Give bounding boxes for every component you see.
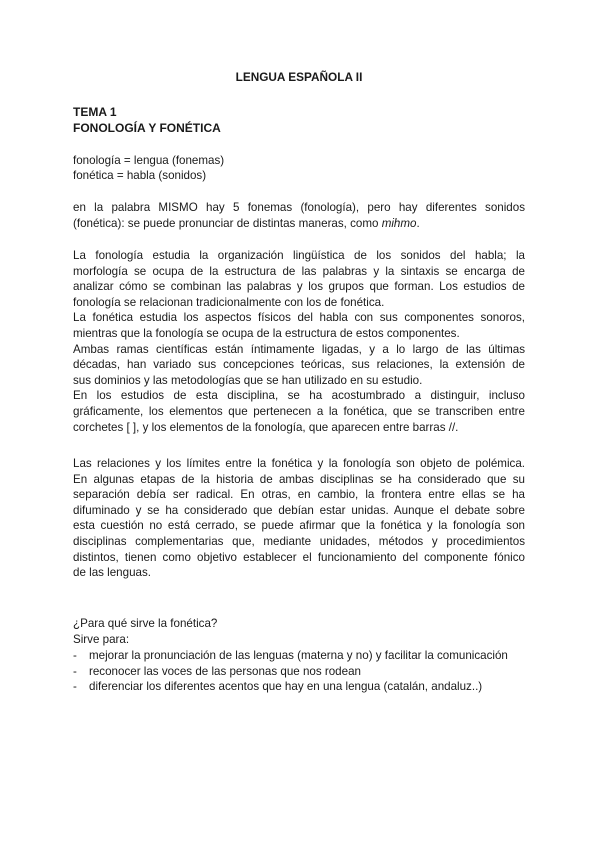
document-title: LENGUA ESPAÑOLA II [235,70,363,84]
intro-line: en la palabra MISMO hay 5 fonemas (fonología), pero hay diferentes sonidos [73,201,525,214]
example-word: mihmo [381,216,417,230]
paragraph-line: En algunas etapas de la historia de ambas disciplinas se ha considerado que su [73,472,525,486]
uses-list [73,648,525,695]
paragraph-line: morfología se ocupa de la estructura de las palabras y la sintaxis se encarga de [73,264,525,278]
paragraph-line: esta cuestión no está cerrado, se puede afirmar que la fonética y la fonología son [73,519,525,533]
question-line: ¿Para qué sirve la fonética? [73,617,218,630]
paragraph-line: La fonología estudia la organización lingüística de los sonidos del habla; la [73,249,525,262]
paragraph-line: mientras que la fonología se ocupa de la estructura de estos componentes. [73,326,460,340]
tema-title: FONOLOGÍA Y FONÉTICA [73,121,221,135]
paragraph-line: En los estudios de esta disciplina, se ha acostumbrado a distinguir, incluso [73,389,525,403]
paragraph-line: analizar cómo se combinan las palabras y los grupos que forman. Los estudios de [73,280,525,294]
paragraph-line: La fonética estudia los aspectos físicos del habla con sus componentes sonoros, [73,311,525,325]
paragraph-line: fonología se relacionan tradicionalmente con los de fonética. [73,295,385,309]
paragraph-line: de las lenguas. [73,566,151,580]
definition-fonetica: fonética = habla (sonidos) [73,169,207,182]
paragraph-fonologia [73,248,525,435]
bullet-dash: - [73,649,77,662]
intro-line: (fonética): se puede pronunciar de distintas maneras, como mihmo. [73,216,420,230]
paragraph-line: separación debía ser radical. En otras, en cambio, la frontera entre ellas se ha [73,488,525,502]
paragraph-line: distintos, tienen como objetivo establecer el funcionamiento del componente fónico [73,550,525,564]
paragraph-line: difuminado y se ha considerado que debían estar unidas. Aunque el debate sobre [73,503,525,517]
paragraph-line: gráficamente, los elementos que pertenecen a la fonética, que se transcriben entre [73,404,525,418]
tema-number: TEMA 1 [73,105,117,119]
list-item: - diferenciar los diferentes acentos que hay en una lengua (catalán, andaluz..) [73,680,483,694]
serve-intro: Sirve para: [73,633,130,646]
paragraph-line: sus dominios y las metodologías que se han utilizado en su estudio. [73,373,423,387]
paragraph-line: disciplinas complementarias que, mediante unidades, métodos y procedimientos [73,534,525,548]
paragraph-line: corchetes [ ], y los elementos de la fonología, que aparecen entre barras //. [73,420,459,434]
bullet-dash: - [73,680,77,694]
paragraph-relaciones [73,456,525,581]
paragraph-line: décadas, han variado sus concepciones teóricas, sus relaciones, la extensión de [73,358,525,372]
definition-fonologia: fonología = lengua (fonemas) [73,154,225,167]
list-item: - mejorar la pronunciación de las lenguas (materna y no) y facilitar la comunicación [73,649,508,662]
paragraph-line: Ambas ramas científicas están íntimamente ligadas, y a lo largo de las últimas [73,342,525,356]
bullet-dash: - [73,664,77,678]
paragraph-line: Las relaciones y los límites entre la fonética y la fonología son objeto de polémica. [73,457,525,470]
intro-paragraph [73,200,525,231]
list-item: - reconocer las voces de las personas que nos rodean [73,664,361,678]
